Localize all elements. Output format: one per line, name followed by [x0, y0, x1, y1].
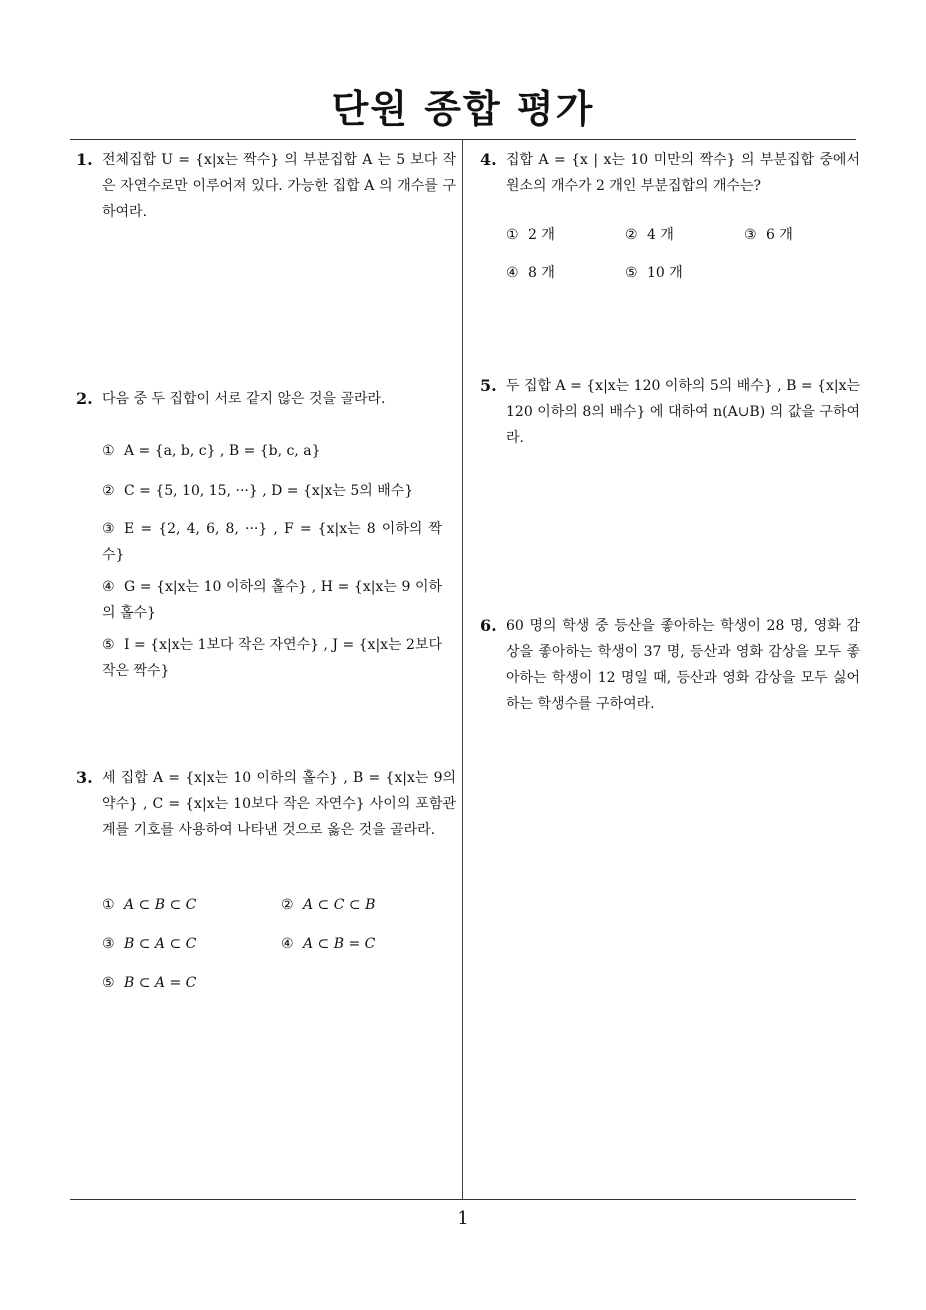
option-text: C = {5, 10, 15, ···} , D = {x|x는 5의 배수}: [124, 483, 414, 499]
option-mark: ②: [102, 483, 115, 499]
answer-option[interactable]: [102, 892, 196, 918]
option-text: A = {a, b, c} , B = {b, c, a}: [124, 443, 321, 459]
question-2: [76, 386, 456, 412]
answer-option[interactable]: [506, 260, 555, 286]
question-text: 다음 중 두 집합이 서로 같지 않은 것을 골라라.: [102, 391, 386, 407]
answer-option[interactable]: [281, 931, 375, 957]
option-text: A ⊂ B = C: [303, 936, 376, 952]
option-text: 10 개: [647, 265, 683, 281]
option-text: 4 개: [647, 227, 674, 243]
option-mark: ⑤: [102, 975, 115, 991]
option-mark: ③: [102, 936, 115, 952]
answer-option[interactable]: [102, 478, 442, 504]
answer-option[interactable]: [102, 438, 442, 464]
question-3: [76, 765, 456, 843]
option-mark: ⑤: [625, 265, 638, 281]
answer-option[interactable]: [102, 632, 442, 684]
option-text: B ⊂ A = C: [124, 975, 197, 991]
option-mark: ③: [102, 521, 115, 537]
option-text: G = {x|x는 10 이하의 홀수} , H = {x|x는 9 이하의 홀수}: [102, 579, 442, 621]
option-mark: ②: [281, 897, 294, 913]
page-number: 1: [457, 1208, 469, 1229]
answer-option[interactable]: [625, 222, 674, 248]
question-number: 5.: [480, 376, 497, 395]
question-number: 6.: [480, 616, 497, 635]
option-text: E = {2, 4, 6, 8, ···} , F = {x|x는 8 이하의 짝수}: [102, 521, 442, 563]
option-mark: ①: [102, 443, 115, 459]
answer-option[interactable]: [102, 931, 196, 957]
answer-option[interactable]: [102, 574, 442, 626]
question-text: 전체집합 U = {x|x는 짝수} 의 부분집합 A 는 5 보다 작은 자연수로만 이루어져 있다. 가능한 집합 A 의 개수를 구하여라.: [102, 152, 456, 220]
option-text: I = {x|x는 1보다 작은 자연수} , J = {x|x는 2보다 작은 짝수}: [102, 637, 442, 679]
answer-option[interactable]: [506, 222, 555, 248]
option-mark: ③: [744, 227, 757, 243]
column-divider: [462, 140, 463, 1200]
top-rule: [70, 139, 856, 140]
option-mark: ②: [625, 227, 638, 243]
question-text: 집합 A = {x | x는 10 미만의 짝수} 의 부분집합 중에서 원소의 개수가 2 개인 부분집합의 개수는?: [506, 152, 860, 194]
question-number: 3.: [76, 768, 93, 787]
option-mark: ④: [506, 265, 519, 281]
option-mark: ④: [102, 579, 115, 595]
question-1: [76, 147, 456, 225]
question-5: [480, 373, 860, 451]
option-mark: ①: [506, 227, 519, 243]
answer-option[interactable]: [281, 892, 375, 918]
question-4: [480, 147, 860, 199]
question-text: 세 집합 A = {x|x는 10 이하의 홀수} , B = {x|x는 9의 약수} , C = {x|x는 10보다 작은 자연수} 사이의 포함관계를 기호를 사용하여 나타낸 것으로 옳은 것을 골라라.: [102, 770, 456, 838]
question-text: 60 명의 학생 중 등산을 좋아하는 학생이 28 명, 영화 감상을 좋아하는 학생이 37 명, 등산과 영화 감상을 모두 좋아하는 학생이 12 명일 때, 등산과 영화 감상을 모두 싫어하는 학생수를 구하여라.: [506, 618, 860, 712]
option-mark: ⑤: [102, 637, 115, 653]
option-text: 8 개: [528, 265, 555, 281]
option-text: 6 개: [766, 227, 793, 243]
page-title: 단원 종합 평가: [331, 87, 595, 131]
question-number: 4.: [480, 150, 497, 169]
question-number: 2.: [76, 389, 93, 408]
option-text: 2 개: [528, 227, 555, 243]
question-number: 1.: [76, 150, 93, 169]
answer-option[interactable]: [744, 222, 793, 248]
option-text: A ⊂ C ⊂ B: [303, 897, 376, 913]
option-mark: ④: [281, 936, 294, 952]
option-text: A ⊂ B ⊂ C: [124, 897, 197, 913]
question-6: [480, 613, 860, 717]
answer-option[interactable]: [102, 516, 442, 568]
option-text: B ⊂ A ⊂ C: [124, 936, 197, 952]
question-text: 두 집합 A = {x|x는 120 이하의 5의 배수} , B = {x|x는 120 이하의 8의 배수} 에 대하여 n(A∪B) 의 값을 구하여라.: [506, 378, 860, 446]
bottom-rule: [70, 1199, 856, 1200]
option-mark: ①: [102, 897, 115, 913]
answer-option[interactable]: [102, 970, 196, 996]
answer-option[interactable]: [625, 260, 683, 286]
